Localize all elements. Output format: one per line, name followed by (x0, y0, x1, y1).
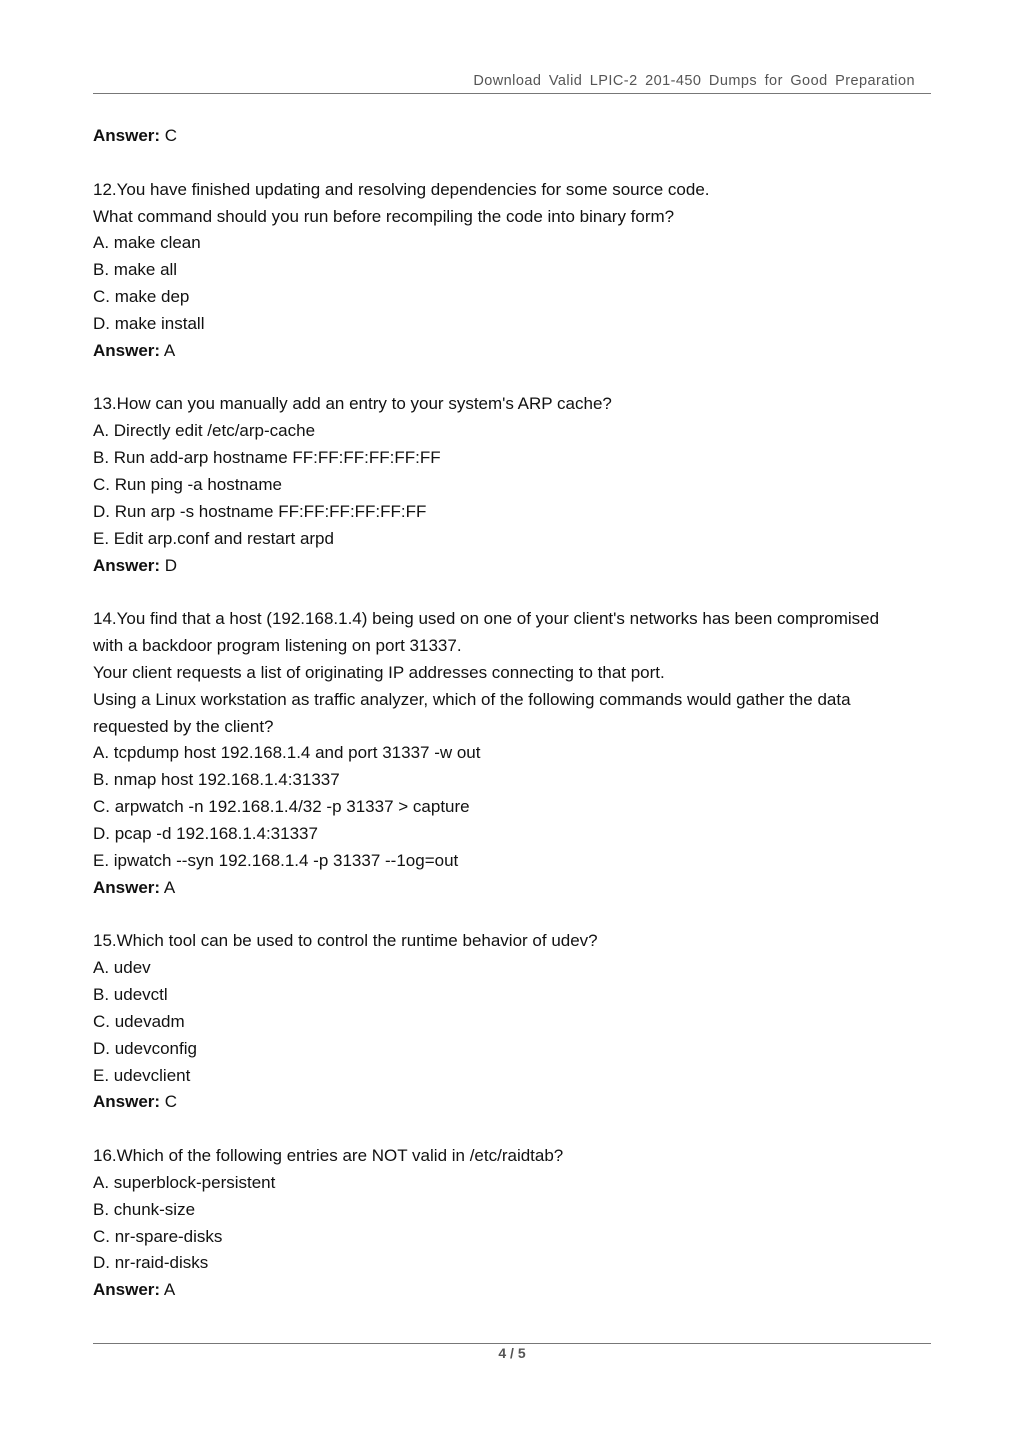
question-list (93, 150, 933, 1304)
answer-line (93, 875, 933, 902)
question-line: Using a Linux workstation as traffic analyzer, which of the following commands would gather the data (93, 689, 851, 709)
answer-line (93, 1089, 933, 1116)
answer-value: D (160, 555, 178, 575)
question-line: D. make install (93, 313, 205, 333)
question-line: A. tcpdump host 192.168.1.4 and port 31337 -w out (93, 743, 481, 763)
answer-label: Answer: (93, 126, 161, 145)
footer-divider (93, 1343, 931, 1344)
question-line: B. Run add-arp hostname FF:FF:FF:FF:FF:FF (93, 448, 441, 468)
question-line: A. superblock-persistent (93, 1172, 276, 1192)
question-line: B. chunk-size (93, 1199, 196, 1219)
question-line: C. nr-spare-disks (93, 1226, 223, 1246)
answer-label: Answer: (93, 555, 161, 575)
answer-value: A (160, 877, 176, 897)
answer-label: Answer: (93, 1280, 161, 1300)
question-line: D. udevconfig (93, 1038, 197, 1058)
question-line: with a backdoor program listening on port 31337. (93, 636, 462, 656)
question-line: A. udev (93, 958, 151, 978)
question-text: 15.Which tool can be used to control the runtime behavior of udev? (93, 931, 598, 951)
question-line: D. nr-raid-disks (93, 1253, 209, 1273)
question-line: C. make dep (93, 287, 190, 307)
question-line: B. nmap host 192.168.1.4:31337 (93, 770, 340, 790)
question-line: requested by the client? (93, 716, 274, 736)
header-divider (93, 93, 931, 94)
page-header: Download Valid LPIC-2 201-450 Dumps for Good Preparation (473, 73, 915, 89)
question-block (93, 928, 933, 1116)
document-body (93, 123, 933, 1304)
answer-label: Answer: (93, 877, 161, 897)
answer-label: Answer: (93, 1092, 161, 1112)
answer-line (93, 553, 933, 580)
question-line: Your client requests a list of originating IP addresses connecting to that port. (93, 662, 665, 682)
answer-value: C (160, 126, 178, 145)
block-spacer (93, 579, 933, 606)
question-line: D. pcap -d 192.168.1.4:31337 (93, 823, 318, 843)
question-line: B. make all (93, 260, 178, 280)
question-block (93, 391, 933, 579)
answer-line (93, 1277, 933, 1304)
question-text: 12.You have finished updating and resolving dependencies for some source code. (93, 179, 710, 199)
block-spacer (93, 150, 933, 177)
answer-value: A (160, 1280, 176, 1300)
question-text: 16.Which of the following entries are NOT valid in /etc/raidtab? (93, 1146, 564, 1166)
question-block (93, 177, 933, 365)
question-text: 13.How can you manually add an entry to your system's ARP cache? (93, 394, 612, 414)
question-block (93, 606, 933, 901)
question-line: A. Directly edit /etc/arp-cache (93, 421, 316, 441)
question-line: B. udevctl (93, 985, 168, 1004)
answer-label: Answer: (93, 340, 161, 360)
answer-value: A (160, 340, 176, 360)
question-block (93, 1143, 933, 1304)
page-number: 4 / 5 (498, 1345, 526, 1361)
answer-line (93, 123, 933, 150)
question-line: E. ipwatch --syn 192.168.1.4 -p 31337 --1og=out (93, 850, 459, 870)
block-spacer (93, 365, 933, 392)
question-line: What command should you run before recompiling the code into binary form? (93, 206, 675, 226)
question-line: E. Edit arp.conf and restart arpd (93, 528, 334, 548)
question-line: E. udevclient (93, 1065, 191, 1085)
question-line: D. Run arp -s hostname FF:FF:FF:FF:FF:FF (93, 501, 427, 521)
question-line: C. arpwatch -n 192.168.1.4/32 -p 31337 > capture (93, 797, 470, 817)
question-line: C. Run ping -a hostname (93, 474, 282, 494)
block-spacer (93, 901, 933, 928)
answer-value: C (160, 1092, 178, 1112)
question-line: C. udevadm (93, 1011, 185, 1031)
question-text: 14.You find that a host (192.168.1.4) being used on one of your client's networks has been compromised (93, 609, 880, 629)
block-spacer (93, 1116, 933, 1143)
question-line: A. make clean (93, 233, 201, 253)
answer-line (93, 338, 933, 365)
